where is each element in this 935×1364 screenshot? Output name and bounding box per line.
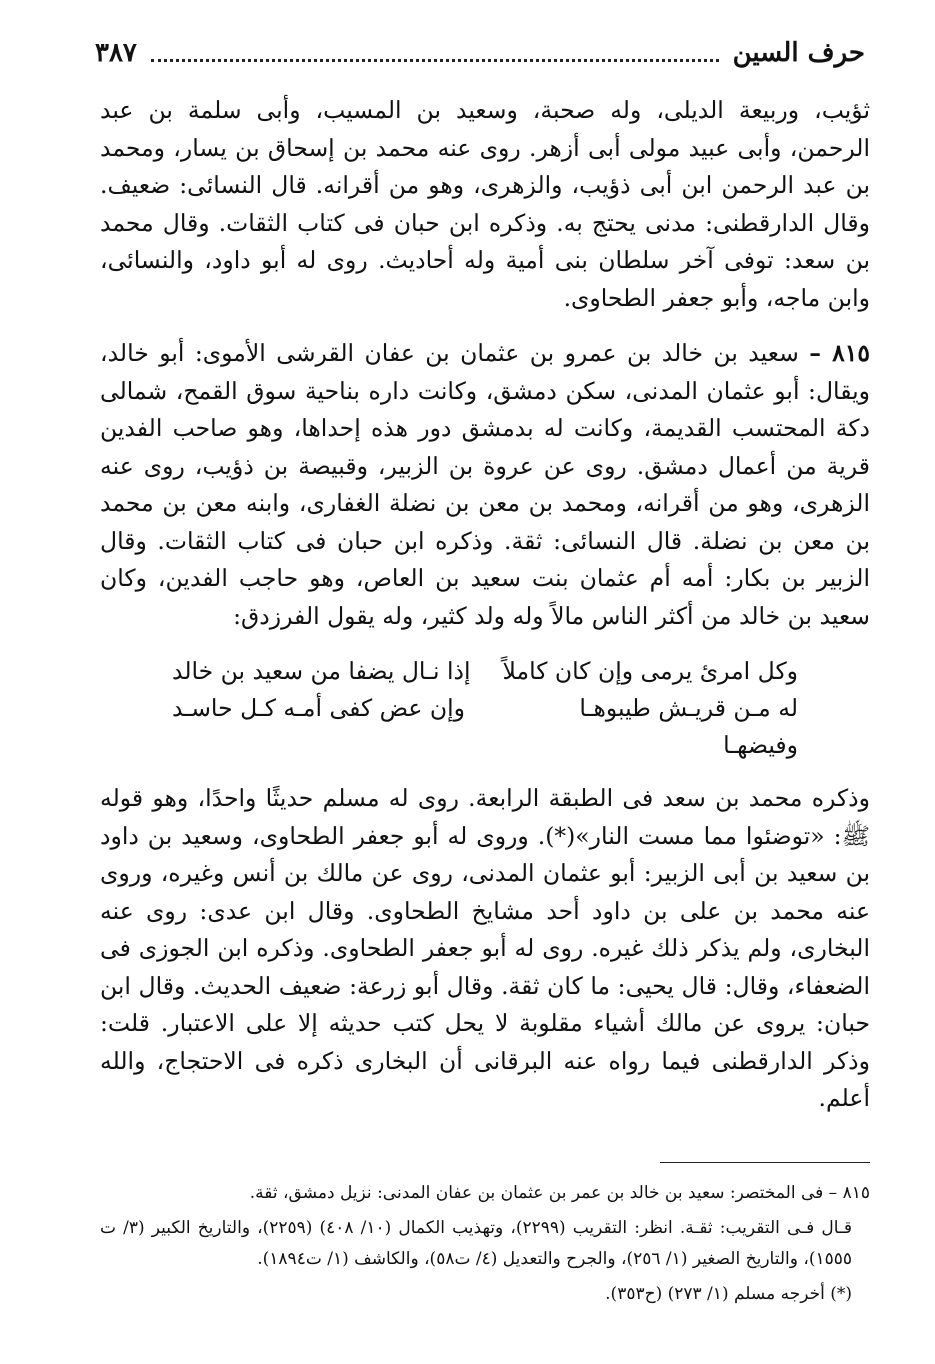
- running-title: حرف السين: [732, 38, 865, 68]
- paragraph-continuation: ثؤيب، وربيعة الديلى، وله صحبة، وسعيد بن المسيب، وأبى سلمة بن عبد الرحمن، وأبى عبيد مولى أبى أزهر. روى عنه محمد بن إسحاق بن يسار، ومحمد بن عبد الرحمن ابن أبى ذؤيب، والزهرى، وهو من أقرانه. قال النسائى: ضعيف. وقال الدارقطنى: مدنى يحتج به. وذكره ابن حبان فى كتاب الثقات. وقال محمد بن سعد: توفى آخر سلطان بنى أمية وله أحاديث. روى له أبو داود، والنسائى، وابن ماجه، وأبو جعفر الطحاوى.: [100, 96, 870, 312]
- entry-815-text: سعيد بن خالد بن عمرو بن عثمان بن عفان القرشى الأموى: أبو خالد، ويقال: أبو عثمان المدنى، سكن دمشق، وكانت داره بناحية سوق القمح، شمالى دكة المحتسب القديمة، وكانت له بدمشق دور هذه إحداها، وهو صاحب الفدين قرية من أعمال دمشق. روى عن عروة بن الزبير، وقبيصة بن ذؤيب، روى عنه الزهرى، وهو من أقرانه، ومحمد بن معن بن نضلة الغفارى، وابنه معن بن محمد بن معن بن نضلة. قال النسائى: ثقة. وذكره ابن حبان فى كتاب الثقات. وقال الزبير بن بكار: أمه أم عثمان بنت سعيد بن العاص، وهو حاجب الفدين، وكان سعيد بن خالد من أكثر الناس مالاً وله ولد كثير، وله يقول الفرزدق:: [100, 339, 870, 630]
- poem-line-2-second-hemistich: وإن عض كفى أمـه كـل حاسـد: [172, 694, 466, 722]
- footnotes: [100, 1178, 870, 1314]
- poem-line-2: [100, 690, 870, 764]
- paragraph-after-poem: وذكره محمد بن سعد فى الطبقة الرابعة. روى له مسلم حديثًا واحدًا، وهو قوله ﷺ: «توضئوا مما مست النار»(*). وروى له أبو جعفر الطحاوى، وسعيد بن داود بن سعيد بن أبى الزبير: أبو عثمان المدنى، روى عن مالك بن أنس وغيره، وروى عنه محمد بن على بن داود أحد مشايخ الطحاوى. وقال ابن عدى: روى عنه البخارى، ولم يذكر ذلك غيره. روى له أبو جعفر الطحاوى. وذكره ابن الجوزى فى الضعفاء، وقال: قال يحيى: ما كان ثقة. وقال أبو زرعة: ضعيف الحديث. وقال ابن حبان: يروى عن مالك أشياء مقلوبة لا يحل كتب حديثه إلا على الاعتبار. قلت: وذكر الدارقطنى فيما رواه عنه البرقانى أن البخارى ذكره فى الاحتجاج، والله أعلم.: [100, 784, 870, 1112]
- footnote-asterisk: (*) أخرجه مسلم (١/ ٢٧٣) (ح٣٥٣).: [605, 1284, 852, 1304]
- footnote-815: ٨١٥ – فى المختصر: سعيد بن خالد بن عمر بن عثمان بن عفان المدنى: نزيل دمشق، ثقة.: [249, 1183, 870, 1203]
- footnote-separator: [660, 1162, 870, 1163]
- poem-line-2-first-hemistich: له مـن قريـش طيبوهـا وفيضهـا: [579, 694, 798, 759]
- poem-verses: [100, 653, 870, 764]
- entry-number: ٨١٥ –: [809, 339, 870, 367]
- poem-line-1-second-hemistich: إذا نـال يضفا من سعيد بن خالد: [172, 657, 471, 685]
- entry-815: [100, 335, 870, 635]
- poem-line-1: [100, 653, 870, 690]
- poem-line-1-first-hemistich: وكل امرئ يرمى وإن كان كاملاً: [502, 657, 798, 685]
- footnote-815-references: قـال فـى التقريب: ثقـة. انظر: التقريب (٢٢٩٩)، وتهذيب الكمال (١٠/ ٤٠٨) (٢٢٥٩)، والتاريخ الكبير (٣/ ت ١٥٥٥)، والتاريخ الصغير (١/ ٢٥٦)، والجرح والتعديل (٤/ ت٥٨)، والكاشف (١/ ت١٨٩٤).: [100, 1218, 852, 1269]
- page-number: ٣٨٧: [95, 38, 137, 68]
- header-dotted-leader: [151, 45, 719, 62]
- main-text: [100, 92, 870, 1118]
- page-header: [95, 30, 865, 76]
